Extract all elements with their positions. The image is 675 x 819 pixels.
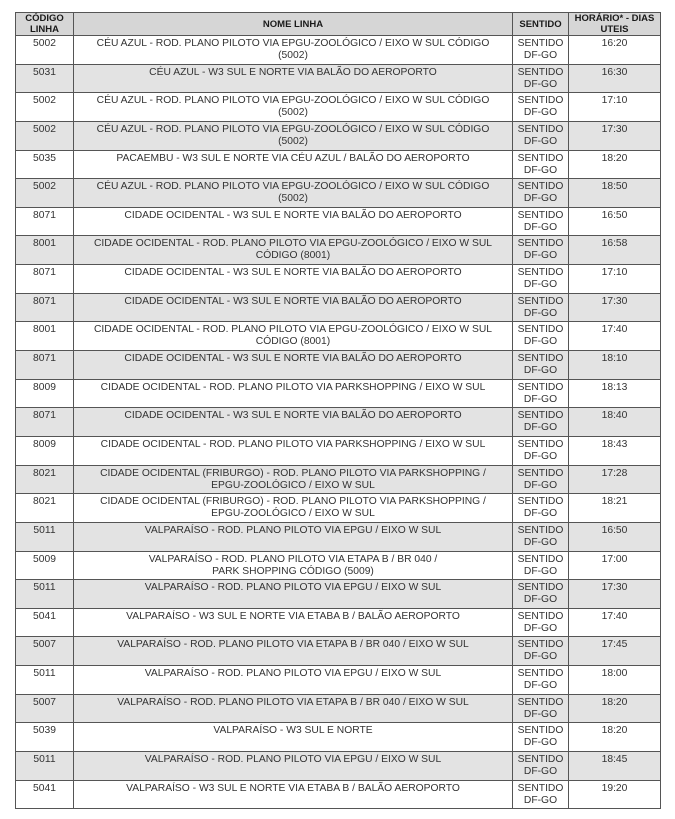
departure-time-cell: 18:21 — [569, 494, 661, 523]
table-row — [16, 551, 661, 580]
direction-cell: SENTIDO DF-GO — [513, 179, 569, 208]
direction-cell: SENTIDO DF-GO — [513, 752, 569, 781]
line-code-cell: 8009 — [16, 436, 74, 465]
direction-cell: SENTIDO DF-GO — [513, 351, 569, 380]
header-row — [16, 13, 661, 36]
departure-time-cell: 18:13 — [569, 379, 661, 408]
direction-cell: SENTIDO DF-GO — [513, 293, 569, 322]
line-code-cell: 5011 — [16, 522, 74, 551]
line-code-cell: 5041 — [16, 608, 74, 637]
departure-time-cell: 17:45 — [569, 637, 661, 666]
departure-time-cell: 18:43 — [569, 436, 661, 465]
line-name-cell: VALPARAÍSO - W3 SUL E NORTE — [74, 723, 513, 752]
line-name-cell: CÉU AZUL - ROD. PLANO PILOTO VIA EPGU-ZOOLÓGICO / EIXO W SUL CÓDIGO (5002) — [74, 121, 513, 150]
table-header — [16, 13, 661, 36]
table-row — [16, 637, 661, 666]
departure-time-cell: 18:45 — [569, 752, 661, 781]
line-code-cell: 8021 — [16, 465, 74, 494]
line-code-cell: 8009 — [16, 379, 74, 408]
table-row — [16, 93, 661, 122]
direction-cell: SENTIDO DF-GO — [513, 637, 569, 666]
table-row — [16, 465, 661, 494]
line-code-cell: 5011 — [16, 752, 74, 781]
departure-time-cell: 17:30 — [569, 580, 661, 609]
line-name-cell: CÉU AZUL - W3 SUL E NORTE VIA BALÃO DO AEROPORTO — [74, 64, 513, 93]
table-row — [16, 408, 661, 437]
line-code-cell: 5002 — [16, 93, 74, 122]
line-code-cell: 5002 — [16, 36, 74, 65]
line-name-cell: VALPARAÍSO - W3 SUL E NORTE VIA ETABA B / BALÃO AEROPORTO — [74, 780, 513, 809]
table-row — [16, 351, 661, 380]
departure-time-cell: 17:10 — [569, 93, 661, 122]
table-row — [16, 150, 661, 179]
departure-time-cell: 17:30 — [569, 121, 661, 150]
direction-cell: SENTIDO DF-GO — [513, 379, 569, 408]
table-row — [16, 580, 661, 609]
line-name-cell: CIDADE OCIDENTAL - W3 SUL E NORTE VIA BALÃO DO AEROPORTO — [74, 408, 513, 437]
line-code-cell: 5039 — [16, 723, 74, 752]
departure-time-cell: 18:20 — [569, 723, 661, 752]
departure-time-cell: 17:40 — [569, 322, 661, 351]
line-name-cell: CÉU AZUL - ROD. PLANO PILOTO VIA EPGU-ZOOLÓGICO / EIXO W SUL CÓDIGO (5002) — [74, 179, 513, 208]
direction-cell: SENTIDO DF-GO — [513, 608, 569, 637]
column-header-time: HORÁRIO* - DIAS UTEIS — [569, 13, 661, 36]
line-code-cell: 5031 — [16, 64, 74, 93]
direction-cell: SENTIDO DF-GO — [513, 465, 569, 494]
table-row — [16, 36, 661, 65]
direction-cell: SENTIDO DF-GO — [513, 780, 569, 809]
line-name-cell: CIDADE OCIDENTAL - ROD. PLANO PILOTO VIA EPGU-ZOOLÓGICO / EIXO W SUL CÓDIGO (8001) — [74, 236, 513, 265]
direction-cell: SENTIDO DF-GO — [513, 551, 569, 580]
line-name-cell: VALPARAÍSO - ROD. PLANO PILOTO VIA EPGU / EIXO W SUL — [74, 666, 513, 695]
bus-schedule-table — [15, 12, 661, 809]
line-code-cell: 8071 — [16, 207, 74, 236]
line-name-cell: VALPARAÍSO - ROD. PLANO PILOTO VIA EPGU / EIXO W SUL — [74, 752, 513, 781]
line-name-cell: VALPARAÍSO - ROD. PLANO PILOTO VIA ETAPA B / BR 040 / PARK SHOPPING CÓDIGO (5009) — [74, 551, 513, 580]
direction-cell: SENTIDO DF-GO — [513, 121, 569, 150]
table-row — [16, 666, 661, 695]
line-name-cell: VALPARAÍSO - ROD. PLANO PILOTO VIA ETAPA B / BR 040 / EIXO W SUL — [74, 694, 513, 723]
line-code-cell: 5002 — [16, 179, 74, 208]
line-code-cell: 8001 — [16, 236, 74, 265]
table-row — [16, 780, 661, 809]
column-header-line-name: NOME LINHA — [74, 13, 513, 36]
line-code-cell: 8071 — [16, 293, 74, 322]
direction-cell: SENTIDO DF-GO — [513, 494, 569, 523]
departure-time-cell: 19:20 — [569, 780, 661, 809]
direction-cell: SENTIDO DF-GO — [513, 207, 569, 236]
column-header-code: CÓDIGO LINHA — [16, 13, 74, 36]
departure-time-cell: 16:20 — [569, 36, 661, 65]
direction-cell: SENTIDO DF-GO — [513, 522, 569, 551]
departure-time-cell: 16:58 — [569, 236, 661, 265]
departure-time-cell: 16:50 — [569, 522, 661, 551]
line-name-cell: CIDADE OCIDENTAL - ROD. PLANO PILOTO VIA PARKSHOPPING / EIXO W SUL — [74, 436, 513, 465]
table-row — [16, 293, 661, 322]
table-row — [16, 522, 661, 551]
line-name-cell: CIDADE OCIDENTAL - ROD. PLANO PILOTO VIA EPGU-ZOOLÓGICO / EIXO W SUL CÓDIGO (8001) — [74, 322, 513, 351]
table-body — [16, 36, 661, 809]
line-code-cell: 8001 — [16, 322, 74, 351]
departure-time-cell: 18:20 — [569, 150, 661, 179]
line-name-cell: CIDADE OCIDENTAL - ROD. PLANO PILOTO VIA PARKSHOPPING / EIXO W SUL — [74, 379, 513, 408]
line-name-cell: VALPARAÍSO - ROD. PLANO PILOTO VIA ETAPA B / BR 040 / EIXO W SUL — [74, 637, 513, 666]
line-code-cell: 5035 — [16, 150, 74, 179]
column-header-direction: SENTIDO — [513, 13, 569, 36]
line-code-cell: 5002 — [16, 121, 74, 150]
direction-cell: SENTIDO DF-GO — [513, 580, 569, 609]
departure-time-cell: 16:50 — [569, 207, 661, 236]
table-row — [16, 436, 661, 465]
departure-time-cell: 18:10 — [569, 351, 661, 380]
departure-time-cell: 16:30 — [569, 64, 661, 93]
table-row — [16, 752, 661, 781]
line-code-cell: 8021 — [16, 494, 74, 523]
table-row — [16, 379, 661, 408]
direction-cell: SENTIDO DF-GO — [513, 436, 569, 465]
table-row — [16, 121, 661, 150]
line-name-cell: CIDADE OCIDENTAL - W3 SUL E NORTE VIA BALÃO DO AEROPORTO — [74, 265, 513, 294]
line-name-cell: CIDADE OCIDENTAL (FRIBURGO) - ROD. PLANO PILOTO VIA PARKSHOPPING / EPGU-ZOOLÓGICO / EIXO W SUL — [74, 465, 513, 494]
line-name-cell: CÉU AZUL - ROD. PLANO PILOTO VIA EPGU-ZOOLÓGICO / EIXO W SUL CÓDIGO (5002) — [74, 36, 513, 65]
departure-time-cell: 18:20 — [569, 694, 661, 723]
table-row — [16, 265, 661, 294]
departure-time-cell: 17:00 — [569, 551, 661, 580]
direction-cell: SENTIDO DF-GO — [513, 408, 569, 437]
line-code-cell: 5011 — [16, 580, 74, 609]
table-row — [16, 322, 661, 351]
departure-time-cell: 18:00 — [569, 666, 661, 695]
departure-time-cell: 18:50 — [569, 179, 661, 208]
table-row — [16, 207, 661, 236]
line-name-cell: VALPARAÍSO - W3 SUL E NORTE VIA ETABA B / BALÃO AEROPORTO — [74, 608, 513, 637]
table-row — [16, 694, 661, 723]
line-code-cell: 5011 — [16, 666, 74, 695]
line-name-cell: CIDADE OCIDENTAL - W3 SUL E NORTE VIA BALÃO DO AEROPORTO — [74, 351, 513, 380]
table-row — [16, 179, 661, 208]
table-row — [16, 723, 661, 752]
table-row — [16, 64, 661, 93]
line-name-cell: CIDADE OCIDENTAL (FRIBURGO) - ROD. PLANO PILOTO VIA PARKSHOPPING / EPGU-ZOOLÓGICO / EIXO W SUL — [74, 494, 513, 523]
table-row — [16, 608, 661, 637]
direction-cell: SENTIDO DF-GO — [513, 723, 569, 752]
departure-time-cell: 17:40 — [569, 608, 661, 637]
line-name-cell: CIDADE OCIDENTAL - W3 SUL E NORTE VIA BALÃO DO AEROPORTO — [74, 293, 513, 322]
line-name-cell: VALPARAÍSO - ROD. PLANO PILOTO VIA EPGU / EIXO W SUL — [74, 522, 513, 551]
direction-cell: SENTIDO DF-GO — [513, 265, 569, 294]
line-name-cell: VALPARAÍSO - ROD. PLANO PILOTO VIA EPGU / EIXO W SUL — [74, 580, 513, 609]
line-name-cell: CIDADE OCIDENTAL - W3 SUL E NORTE VIA BALÃO DO AEROPORTO — [74, 207, 513, 236]
table-row — [16, 236, 661, 265]
direction-cell: SENTIDO DF-GO — [513, 236, 569, 265]
line-code-cell: 8071 — [16, 351, 74, 380]
direction-cell: SENTIDO DF-GO — [513, 93, 569, 122]
direction-cell: SENTIDO DF-GO — [513, 150, 569, 179]
line-code-cell: 8071 — [16, 408, 74, 437]
line-code-cell: 5041 — [16, 780, 74, 809]
departure-time-cell: 18:40 — [569, 408, 661, 437]
line-code-cell: 5007 — [16, 637, 74, 666]
departure-time-cell: 17:10 — [569, 265, 661, 294]
line-code-cell: 8071 — [16, 265, 74, 294]
departure-time-cell: 17:30 — [569, 293, 661, 322]
line-name-cell: CÉU AZUL - ROD. PLANO PILOTO VIA EPGU-ZOOLÓGICO / EIXO W SUL CÓDIGO (5002) — [74, 93, 513, 122]
table-row — [16, 494, 661, 523]
direction-cell: SENTIDO DF-GO — [513, 36, 569, 65]
direction-cell: SENTIDO DF-GO — [513, 64, 569, 93]
line-name-cell: PACAEMBU - W3 SUL E NORTE VIA CÉU AZUL / BALÃO DO AEROPORTO — [74, 150, 513, 179]
line-code-cell: 5009 — [16, 551, 74, 580]
departure-time-cell: 17:28 — [569, 465, 661, 494]
direction-cell: SENTIDO DF-GO — [513, 666, 569, 695]
direction-cell: SENTIDO DF-GO — [513, 322, 569, 351]
line-code-cell: 5007 — [16, 694, 74, 723]
direction-cell: SENTIDO DF-GO — [513, 694, 569, 723]
